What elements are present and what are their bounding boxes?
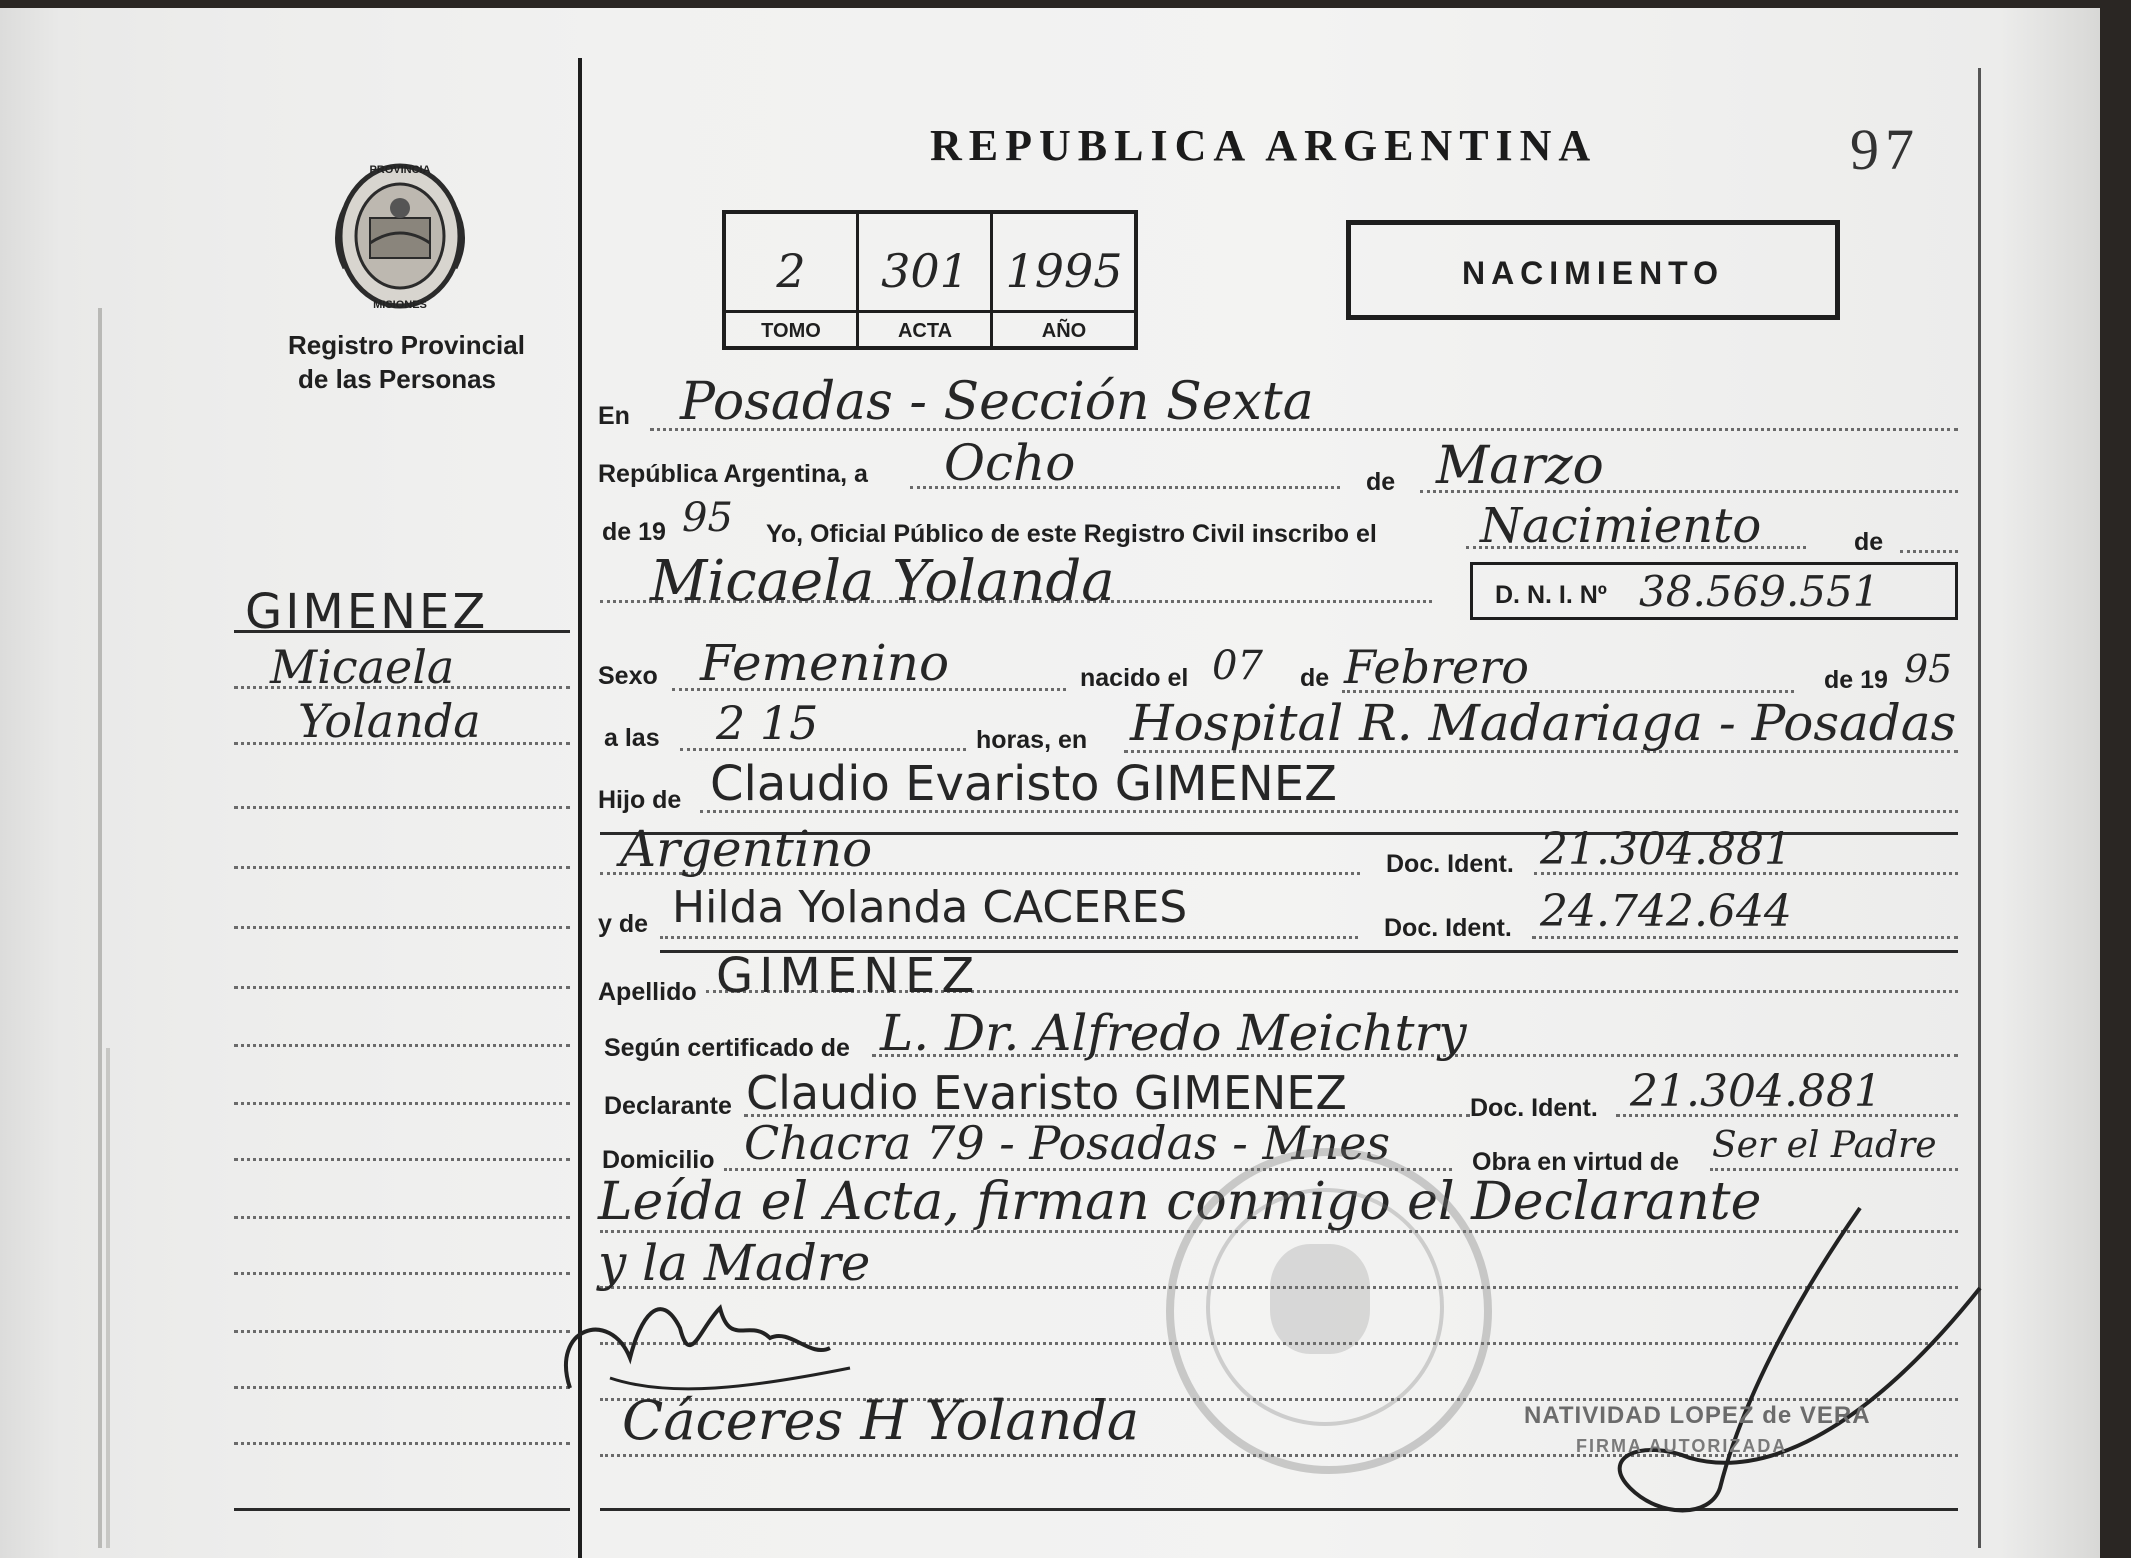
label-obra-en-virtud: Obra en virtud de — [1472, 1148, 1679, 1176]
stamp-emblem — [1270, 1244, 1370, 1354]
margin-line — [234, 1102, 570, 1105]
tomo-label: TOMO — [761, 320, 821, 342]
margin-line — [234, 806, 570, 809]
hw-place: Posadas - Sección Sexta — [680, 372, 1314, 432]
country-title: REPUBLICA ARGENTINA — [930, 121, 1598, 170]
binder-edge-lower — [106, 1048, 110, 1548]
hw-year-suffix: 95 — [682, 495, 733, 541]
margin-line — [234, 1272, 570, 1275]
label-dni: D. N. I. Nº — [1495, 581, 1607, 609]
label-y-de: y de — [598, 910, 649, 938]
margin-line — [234, 1158, 570, 1161]
dni-box — [1470, 562, 1958, 620]
hw-nationality: Argentino — [620, 820, 873, 878]
svg-text:MISIONES: MISIONES — [373, 299, 427, 311]
hw-declarant: Claudio Evaristo GIMENEZ — [746, 1066, 1347, 1120]
svg-text:PROVINCIA: PROVINCIA — [369, 164, 431, 176]
official-signature — [1540, 1188, 2000, 1528]
label-declarante: Declarante — [604, 1092, 732, 1120]
tomo-value: 2 — [776, 244, 806, 298]
label-hijo-de: Hijo de — [598, 786, 682, 814]
hw-birth-month: Febrero — [1344, 640, 1529, 694]
margin-line — [234, 1216, 570, 1219]
province-seal-icon — [325, 148, 475, 318]
label-doc-ident-mother: Doc. Ident. — [1384, 914, 1512, 942]
ano-label: AÑO — [1041, 320, 1087, 342]
hw-birth-year: 95 — [1904, 647, 1953, 691]
hw-closing-line2: y la Madre — [598, 1234, 871, 1292]
hw-birth-place: Hospital R. Madariaga - Posadas — [1130, 694, 1957, 752]
hw-dni-number: 38.569.551 — [1639, 567, 1880, 616]
label-de19: de 19 — [602, 518, 666, 546]
label-de-event: de — [1854, 528, 1884, 556]
hw-closing-line1: Leída el Acta, firman conmigo el Declarante — [598, 1172, 1762, 1232]
hw-acts-by-virtue: Ser el Padre — [1712, 1125, 1937, 1166]
label-republica: República Argentina, a — [598, 460, 868, 488]
margin-line — [234, 1044, 570, 1047]
acta-label: ACTA — [897, 320, 953, 342]
label-sexo: Sexo — [598, 662, 658, 690]
hw-child-name: Micaela Yolanda — [650, 549, 1115, 614]
margin-line — [234, 1442, 570, 1445]
hw-birth-day: 07 — [1212, 643, 1263, 689]
record-number-box — [722, 210, 1138, 350]
label-nacido-el: nacido el — [1080, 664, 1189, 692]
label-apellido: Apellido — [598, 978, 697, 1006]
label-de19-birth: de 19 — [1824, 666, 1888, 694]
margin-line — [234, 866, 570, 869]
hw-birth-hour: 2 15 — [716, 696, 819, 750]
hw-day: Ocho — [944, 434, 1076, 492]
label-a-las: a las — [604, 724, 660, 752]
hw-declarant-doc: 21.304.881 — [1630, 1066, 1882, 1117]
margin-given-name2: Yolanda — [298, 694, 481, 748]
official-role-stamp: FIRMA AUTORIZADA — [1576, 1436, 1788, 1456]
margin-line — [234, 742, 570, 745]
registry-name-line1: Registro Provincial — [288, 330, 525, 360]
line-virtue — [1710, 1168, 1958, 1171]
margin-underline — [234, 630, 570, 633]
record-type-box — [1346, 220, 1840, 320]
margin-line — [234, 926, 570, 929]
hw-address: Chacra 79 - Posadas - Mnes — [744, 1116, 1390, 1170]
label-de-birth: de — [1300, 664, 1330, 692]
line-event-end — [1900, 550, 1958, 553]
label-segun-certificado: Según certificado de — [604, 1034, 850, 1062]
label-domicilio: Domicilio — [602, 1146, 715, 1174]
label-horas-en: horas, en — [976, 726, 1088, 754]
hw-sex: Femenino — [700, 634, 950, 692]
line-mother — [660, 936, 1358, 939]
hw-signature-name: Cáceres H Yolanda — [622, 1389, 1140, 1452]
official-name-stamp: NATIVIDAD LOPEZ de VERA — [1524, 1402, 1871, 1429]
margin-line — [234, 1386, 570, 1389]
label-doc-ident-declarant: Doc. Ident. — [1470, 1094, 1598, 1122]
hw-father: Claudio Evaristo GIMENEZ — [710, 756, 1337, 812]
label-yo-oficial: Yo, Oficial Público de este Registro Civil inscribo el — [766, 520, 1377, 548]
hw-certificate-by: L. Dr. Alfredo Meichtry — [880, 1004, 1467, 1062]
record-type: NACIMIENTO — [1461, 255, 1725, 291]
margin-line — [234, 986, 570, 989]
margin-surname: GIMENEZ — [245, 584, 489, 640]
margin-line — [234, 1330, 570, 1333]
hw-event: Nacimiento — [1480, 498, 1762, 554]
ano-value: 1995 — [1005, 244, 1123, 298]
hw-father-doc: 21.304.881 — [1540, 824, 1792, 875]
hw-month: Marzo — [1436, 436, 1604, 496]
margin-bottom-line — [234, 1508, 570, 1511]
label-de-month: de — [1366, 468, 1396, 496]
margin-given-name1: Micaela — [270, 640, 455, 694]
label-en: En — [598, 402, 630, 430]
margin-line — [234, 686, 570, 689]
label-doc-ident-father: Doc. Ident. — [1386, 850, 1514, 878]
registry-name-line2: de las Personas — [298, 364, 496, 394]
registry-page — [0, 8, 2100, 1558]
hw-mother-doc: 24.742.644 — [1540, 886, 1792, 937]
binder-edge — [98, 308, 102, 1548]
page-number: 97 — [1850, 117, 1920, 182]
hw-surname: GIMENEZ — [716, 948, 981, 1004]
acta-value: 301 — [881, 244, 969, 298]
hw-mother: Hilda Yolanda CACERES — [672, 882, 1188, 933]
